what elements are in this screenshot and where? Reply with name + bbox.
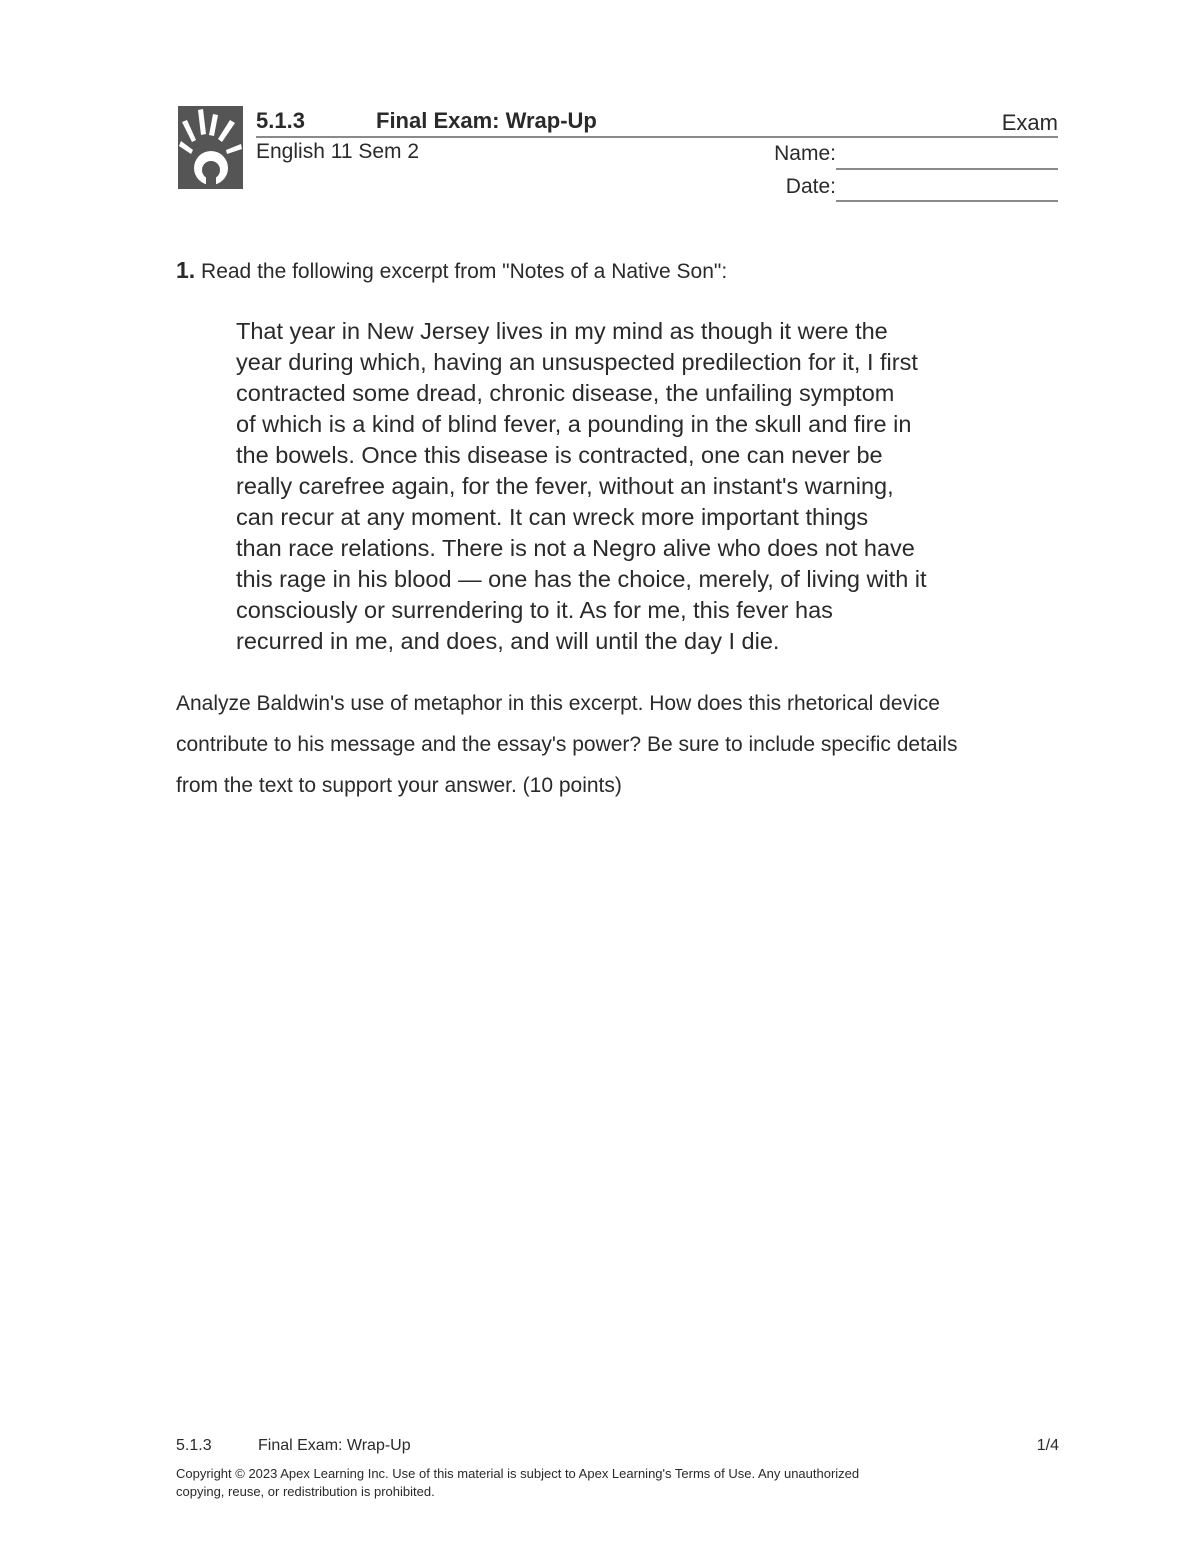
assessment-type: Exam <box>1001 110 1058 135</box>
excerpt-line: consciously or surrendering to it. As for me, this fever has <box>236 597 833 623</box>
prompt-line: contribute to his message and the essay's power? Be sure to include specific details <box>176 733 958 756</box>
prompt-line: from the text to support your answer. (10 points) <box>176 774 622 797</box>
apex-logo <box>178 106 243 189</box>
copyright-line: copying, reuse, or redistribution is prohibited. <box>176 1484 435 1499</box>
excerpt-line: That year in New Jersey lives in my mind as though it were the <box>236 318 888 344</box>
copyright-line: Copyright © 2023 Apex Learning Inc. Use of this material is subject to Apex Learning's Terms of Use. Any unauthorized <box>176 1466 860 1481</box>
apex-sunburst-icon <box>178 106 243 189</box>
excerpt-line: this rage in his blood — one has the choice, merely, of living with it <box>236 566 927 592</box>
excerpt-line: than race relations. There is not a Negro alive who does not have <box>236 535 915 561</box>
question-intro-text: Read the following excerpt from "Notes of a Native Son": <box>201 260 728 283</box>
excerpt-line: the bowels. Once this disease is contracted, one can never be <box>236 442 883 468</box>
excerpt-line: can recur at any moment. It can wreck more important things <box>236 504 869 530</box>
header-rule <box>256 136 1058 138</box>
date-label: Date: <box>785 175 836 198</box>
name-label: Name: <box>774 142 836 165</box>
copyright-notice <box>176 1465 1036 1501</box>
prompt-line: Analyze Baldwin's use of metaphor in this excerpt. How does this rhetorical device <box>176 692 940 715</box>
question-prompt <box>176 683 1066 806</box>
lesson-code: 5.1.3 <box>256 108 305 133</box>
excerpt-line: recurred in me, and does, and will until the day I die. <box>236 628 780 654</box>
excerpt-block <box>236 316 1016 657</box>
excerpt-line: really carefree again, for the fever, without an instant's warning, <box>236 473 894 499</box>
footer-lesson-code: 5.1.3 <box>176 1437 212 1454</box>
footer-title: Final Exam: Wrap-Up <box>258 1437 411 1454</box>
page-number: 1/4 <box>1036 1437 1059 1454</box>
question-number: 1. <box>176 257 196 283</box>
excerpt-line: of which is a kind of blind fever, a pounding in the skull and fire in <box>236 411 912 437</box>
excerpt-line: contracted some dread, chronic disease, the unfailing symptom <box>236 380 895 406</box>
question-intro <box>176 257 727 284</box>
exam-title: Final Exam: Wrap-Up <box>376 108 597 133</box>
excerpt-line: year during which, having an unsuspected predilection for it, I first <box>236 349 918 375</box>
name-field-line[interactable] <box>836 168 1058 170</box>
date-field-line[interactable] <box>836 200 1058 202</box>
course-name: English 11 Sem 2 <box>256 140 420 163</box>
